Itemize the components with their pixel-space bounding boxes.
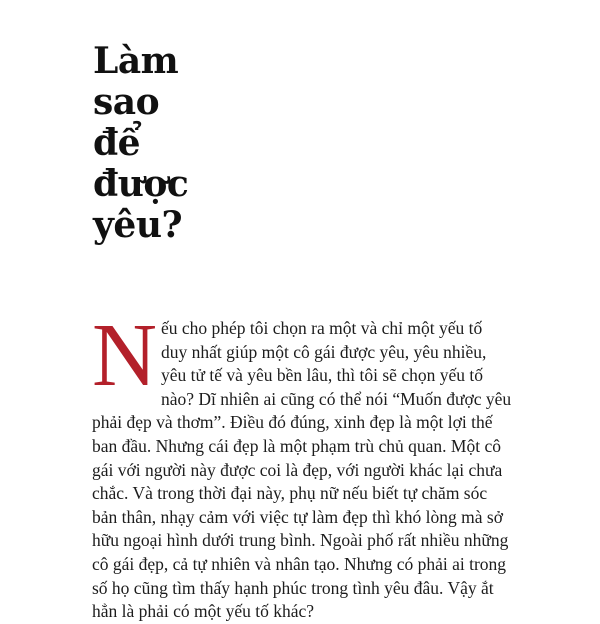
title-line: được <box>93 163 189 205</box>
title-line: yêu? <box>93 204 183 246</box>
body-paragraph <box>92 306 512 624</box>
paragraph-text: ếu cho phép tôi chọn ra một và chỉ một yếu tố duy nhất giúp một cô gái được yêu, yêu nhiều, yêu tử tế và yêu bền lâu, thì tôi sẽ chọn yếu tố nào? Dĩ nhiên ai cũng có thể nói “Muốn được yêu phải đẹp và thơm”. Điều đó đúng, xinh đẹp là một lợi thế ban đầu. Nhưng cái đẹp là một phạm trù chủ quan. Một cô gái với người này được coi là đẹp, với người khác lại chưa chắc. Và trong thời đại này, phụ nữ nếu biết tự chăm sóc bản thân, nhạy cảm với việc tự làm đẹp thì khó lòng mà sở hữu ngoại hình dưới trung bình. Ngoài phố rất nhiều những cô gái đẹp, cả tự nhiên và nhân tạo. Nhưng có phải ai trong số họ cũng tìm thấy hạnh phúc trong tình yêu đâu. Vậy ắt hẳn là phải có một yếu tố khác? <box>92 318 512 622</box>
drop-cap: N <box>92 306 157 405</box>
chapter-title <box>93 41 188 246</box>
title-line: sao <box>93 81 160 123</box>
title-line: Làm <box>93 40 179 82</box>
title-line: để <box>93 122 141 164</box>
